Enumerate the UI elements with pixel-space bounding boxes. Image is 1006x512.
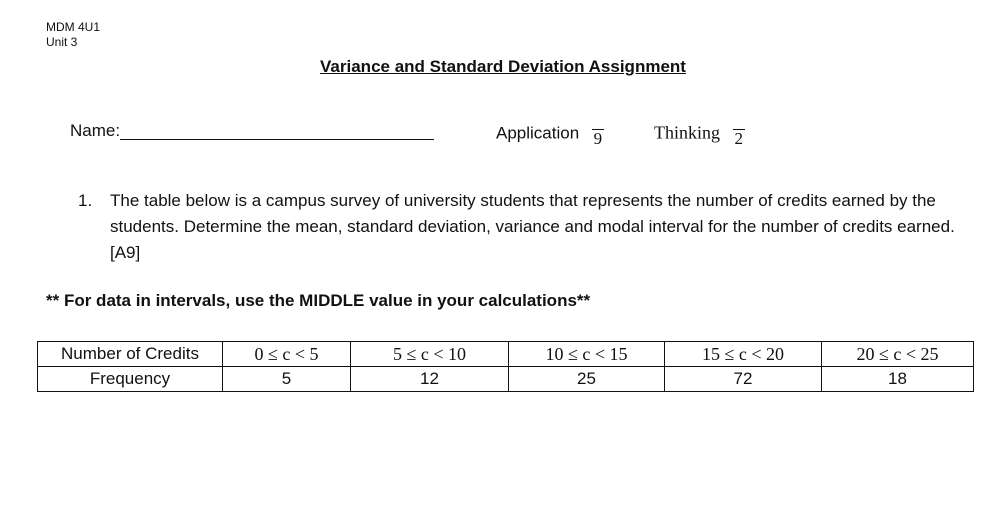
credits-frequency-table <box>37 341 974 392</box>
unit-label: Unit 3 <box>46 35 78 49</box>
frequency-cell: 12 <box>351 367 509 392</box>
row-header-frequency: Frequency <box>38 367 223 392</box>
interval-cell: 15 ≤ c < 20 <box>665 342 822 367</box>
name-blank-line[interactable] <box>120 121 434 140</box>
thinking-denominator: 2 <box>734 129 743 148</box>
interval-cell: 5 ≤ c < 10 <box>351 342 509 367</box>
thinking-label: Thinking <box>654 122 720 143</box>
calculation-note: ** For data in intervals, use the MIDDLE value in your calculations** <box>46 291 591 310</box>
name-label: Name: <box>70 121 121 140</box>
course-code: MDM 4U1 <box>46 20 101 34</box>
thinking-fraction <box>733 121 745 147</box>
course-header <box>46 20 100 50</box>
interval-cell: 0 ≤ c < 5 <box>223 342 351 367</box>
name-row <box>70 121 434 141</box>
question-number: 1. <box>78 191 93 210</box>
frequency-cell: 5 <box>223 367 351 392</box>
application-score <box>496 121 604 147</box>
frequency-cell: 18 <box>822 367 974 392</box>
application-denominator: 9 <box>593 129 603 148</box>
application-fraction <box>592 121 604 147</box>
assignment-title: Variance and Standard Deviation Assignment <box>320 57 686 76</box>
application-label: Application <box>496 123 580 143</box>
interval-cell: 10 ≤ c < 15 <box>509 342 665 367</box>
table-row <box>38 367 974 392</box>
frequency-cell: 72 <box>665 367 822 392</box>
row-header-credits: Number of Credits <box>38 342 223 367</box>
interval-cell: 20 ≤ c < 25 <box>822 342 974 367</box>
thinking-score <box>654 121 745 147</box>
frequency-cell: 25 <box>509 367 665 392</box>
question-1 <box>78 188 978 266</box>
table-row <box>38 342 974 367</box>
question-text: The table below is a campus survey of university students that represents the number of credits earned by the students. Determine the mean, standard deviation, variance and modal interval for the number of credits earned. [A9] <box>110 191 955 262</box>
